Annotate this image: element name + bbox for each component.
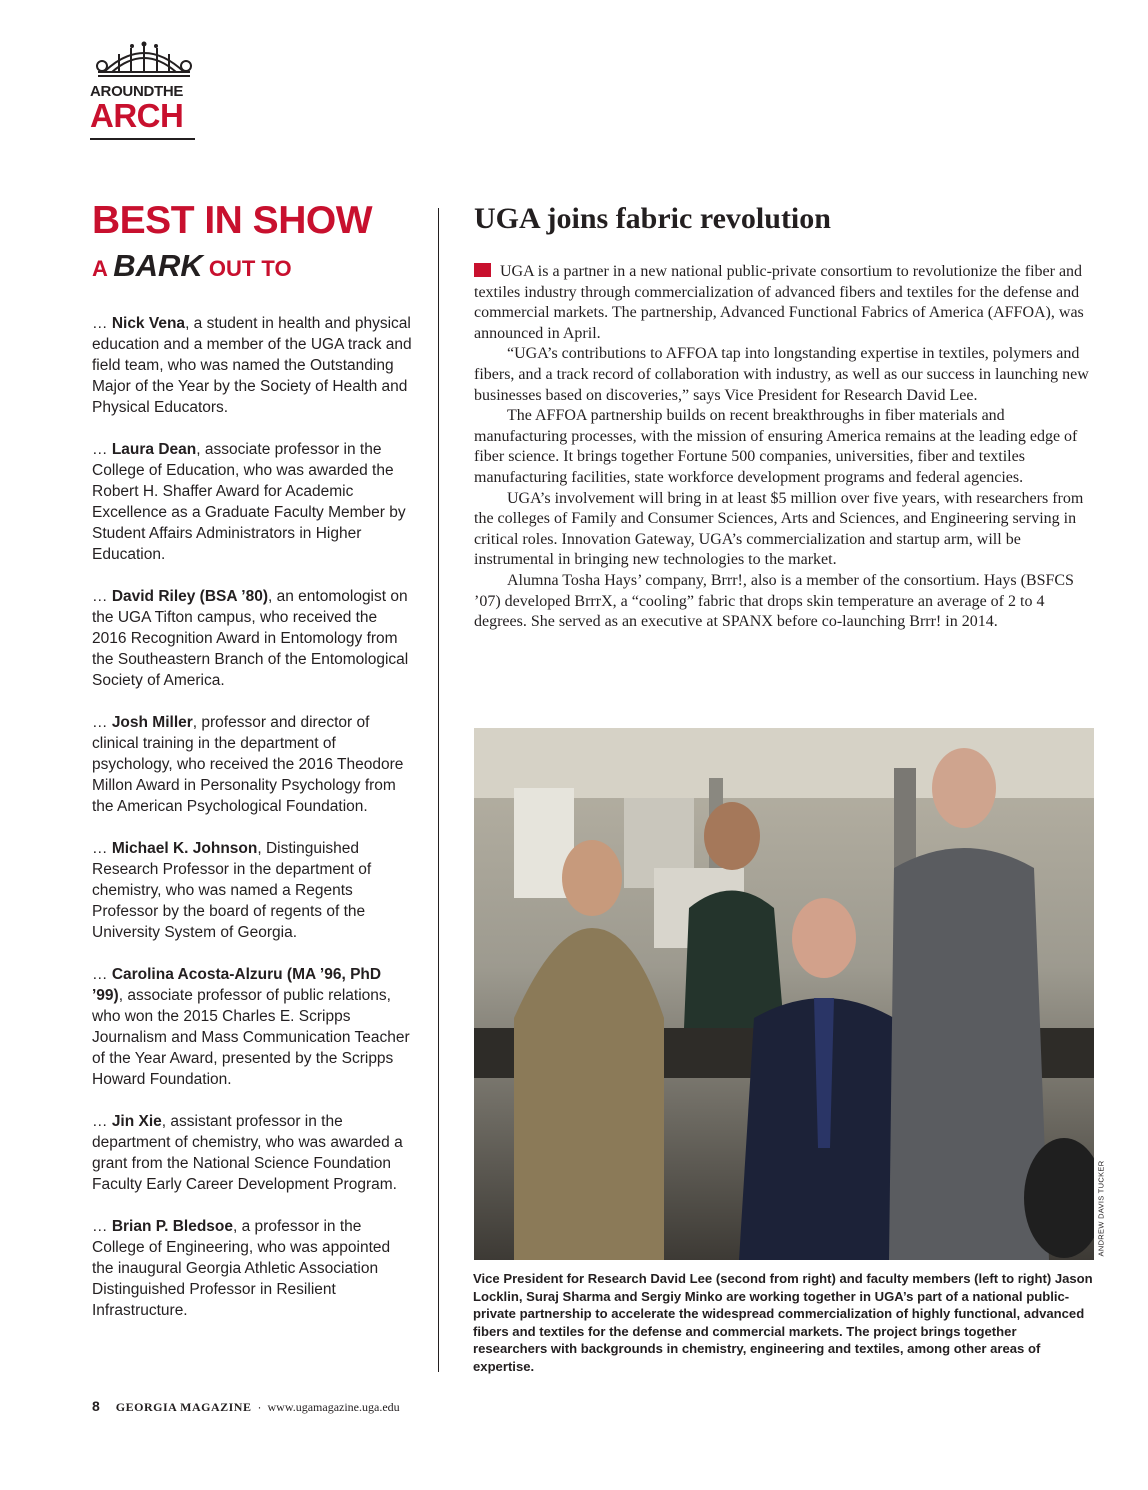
article-paragraph: “UGA’s contributions to AFFOA tap into longstanding expertise in textiles, polymers and fibers, and a track record of collaboration with industry, as well as our success in launching new businesses based on discoveries,” says Vice President for Research David Lee.	[474, 345, 1089, 404]
honoree-name: Michael K. Johnson	[111, 840, 258, 857]
column-divider	[438, 208, 439, 1372]
section-logo	[90, 40, 196, 140]
list-item	[92, 1216, 414, 1321]
article-paragraph: UGA’s involvement will bring in at least $5 million over five years, with researchers from the colleges of Family and Consumer Sciences, Arts and Sciences, and Engineering serving in critical roles. Innovation Gateway, UGA’s commercialization and startup arm, will be instrumental in bringing new technologies to the market.	[474, 489, 1084, 569]
item-text: , a professor in the College of Engineering, who was appointed the inaugural Georgia Athletic Association Distinguished Professor in Resilient Infrastructure.	[92, 1218, 391, 1319]
article-headline: UGA joins fabric revolution	[474, 202, 831, 235]
lead-square-icon	[474, 263, 491, 277]
list-item	[92, 586, 414, 691]
section-title: ARCH	[90, 97, 184, 134]
subtitle-emphasis: BARK	[113, 248, 203, 283]
honoree-name: Jin Xie	[111, 1113, 162, 1130]
best-in-show-title: BEST IN SHOW	[92, 199, 373, 242]
item-lead: …	[92, 714, 112, 731]
article-paragraph: Alumna Tosha Hays’ company, Brrr!, also is a member of the consortium. Hays (BSFCS ’07) developed BrrrX, a “cooling” fabric that drops skin temperature an average of 2 to 4 degrees. She served as an executive at SPANX before co-launching Brrr! in 2014.	[474, 571, 1074, 631]
article-body	[474, 262, 1094, 633]
subtitle-suffix: OUT TO	[202, 256, 292, 281]
article-paragraph	[474, 262, 1094, 344]
item-lead: …	[92, 441, 112, 458]
list-item	[92, 1111, 414, 1195]
item-lead: …	[92, 966, 112, 983]
article-paragraph: The AFFOA partnership builds on recent breakthroughs in fiber materials and manufacturing processes, with the mission of ensuring America remains at the leading edge of fiber science. It brings together Fortune 500 companies, universities, fiber and textiles manufacturing facilities, state workforce development programs and federal agencies.	[474, 407, 1078, 486]
section-kicker: AROUNDTHE	[90, 83, 184, 100]
section-rule	[90, 138, 195, 140]
article-column	[474, 200, 1094, 633]
list-item	[92, 439, 414, 565]
honoree-name: Nick Vena	[111, 315, 186, 332]
recognition-list	[92, 313, 414, 1321]
arch-icon	[92, 40, 196, 80]
footer-separator: ·	[257, 1400, 262, 1414]
item-lead: …	[92, 1218, 112, 1235]
magazine-url[interactable]: www.ugamagazine.uga.edu	[267, 1400, 400, 1414]
best-in-show-column	[92, 200, 414, 1342]
honoree-name: David Riley (BSA ’80)	[111, 588, 269, 605]
item-text: , associate professor of public relations, who won the 2015 Charles E. Scripps Journalism and Mass Communication Teacher of the Year Award, presented by the Scripps Howard Foundation.	[92, 987, 410, 1088]
photo-caption: Vice President for Research David Lee (second from right) and faculty members (left to right) Jason Locklin, Suraj Sharma and Sergiy Minko are working together in UGA’s part of a national public-private partnership to accelerate the widespread commercialization of highly functional, advanced fibers and textiles for the defense and commercial markets. The project brings together researchers with backgrounds in chemistry, engineering and textiles, among other areas of expertise.	[473, 1271, 1093, 1374]
best-in-show-subtitle	[92, 248, 414, 283]
honoree-name: Laura Dean	[111, 441, 197, 458]
paragraph-text: UGA is a partner in a new national public-private consortium to revolutionize the fiber and textiles industry through commercialization of advanced fibers and textiles for the defense and commercial markets. The partnership, Advanced Functional Fabrics of America (AFFOA), was announced in April.	[474, 263, 1084, 342]
page-number: 8	[92, 1398, 100, 1414]
lab-group-photo	[474, 728, 1094, 1260]
photo-credit	[1095, 1160, 1107, 1260]
item-lead: …	[92, 588, 112, 605]
item-lead: …	[92, 1113, 112, 1130]
item-text: , a student in health and physical education and a member of the UGA track and field team, who was named the Outstanding Major of the Year by the Society of Health and Physical Educators.	[92, 315, 412, 416]
photo-credit-text: ANDREW DAVIS TUCKER	[1096, 1160, 1106, 1257]
honoree-name: Brian P. Bledsoe	[111, 1218, 233, 1235]
item-text: , an entomologist on the UGA Tifton campus, who received the 2016 Recognition Award in Entomology from the Southeastern Branch of the Entomological Society of America.	[92, 588, 409, 689]
item-text: , associate professor in the College of Education, who was awarded the Robert H. Shaffer Award for Academic Excellence as a Graduate Faculty Member by Student Affairs Administrators in Higher Education.	[92, 441, 406, 563]
subtitle-prefix: A	[92, 256, 114, 281]
list-item	[92, 313, 414, 418]
list-item	[92, 964, 414, 1090]
item-text: , professor and director of clinical training in the department of psychology, who received the 2016 Theodore Millon Award in Personality Psychology from the American Psychological Foundation.	[92, 714, 404, 815]
item-text: , assistant professor in the department of chemistry, who was awarded a grant from the National Science Foundation Faculty Early Career Development Program.	[92, 1113, 403, 1193]
list-item	[92, 712, 414, 817]
page-footer	[92, 1398, 400, 1415]
item-text: , Distinguished Research Professor in the department of chemistry, who was named a Regents Professor by the board of regents of the University System of Georgia.	[92, 840, 372, 941]
magazine-name: GEORGIA MAGAZINE	[115, 1400, 252, 1414]
item-lead: …	[92, 840, 112, 857]
article-photo	[474, 728, 1094, 1260]
item-lead: …	[92, 315, 112, 332]
honoree-name: Carolina Acosta-Alzuru (MA ’96, PhD ’99)	[92, 966, 382, 1004]
honoree-name: Josh Miller	[111, 714, 193, 731]
list-item	[92, 838, 414, 943]
